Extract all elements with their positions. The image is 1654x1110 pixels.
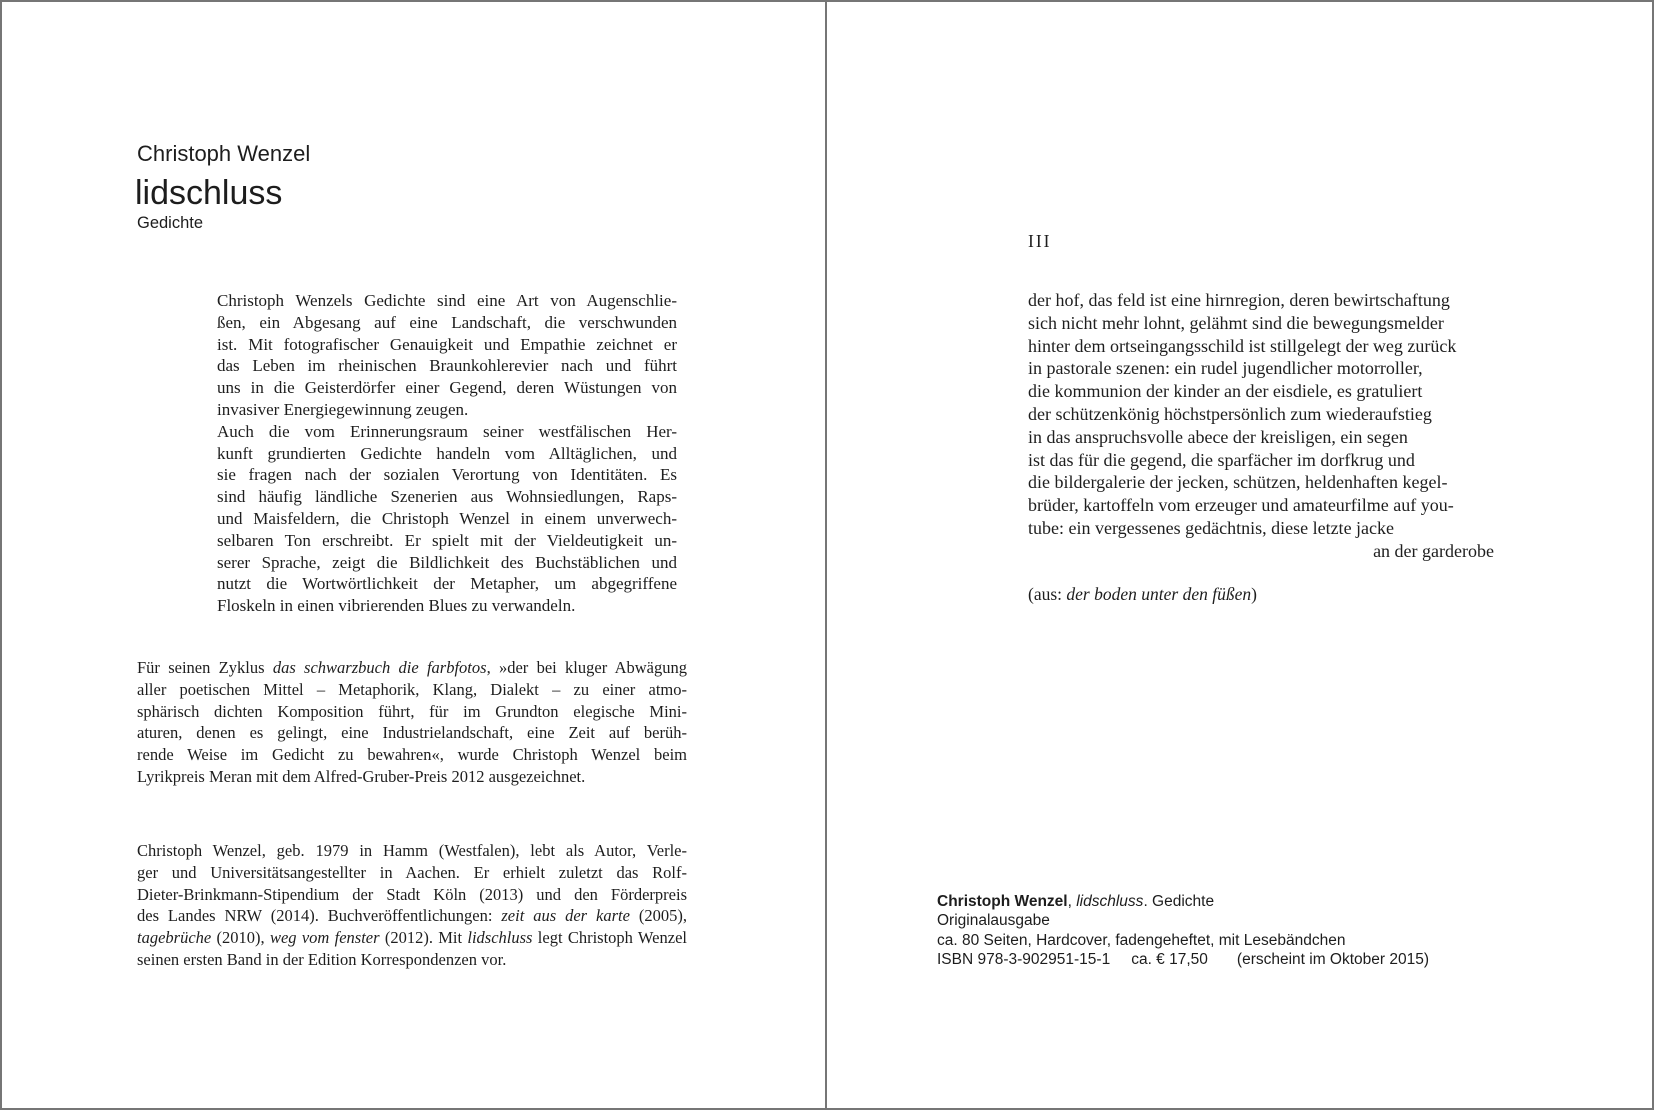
text-line: an der garderobe bbox=[1373, 540, 1494, 561]
text-line: serer Sprache, zeigt die Bildlichkeit des Buchstäblichen und bbox=[217, 552, 677, 572]
text-line: tube: ein vergessenes gedächtnis, diese letzte jacke bbox=[1028, 517, 1395, 538]
colophon-isbn-line bbox=[937, 950, 1429, 969]
colophon-title-line: Christoph Wenzel, lidschluss. Gedichte bbox=[937, 893, 1215, 910]
text-line: die bildergalerie der jecken, schützen, heldenhaften kegel- bbox=[1028, 472, 1448, 493]
poem bbox=[1028, 289, 1494, 563]
text-line: ger und Universitätsangestellter in Aachen. Er erhielt zuletzt das Rolf- bbox=[137, 862, 687, 882]
text-line: seinen ersten Band in der Edition Korrespondenzen vor. bbox=[137, 949, 507, 969]
text-line: hinter dem ortseingangsschild ist stillgelegt der weg zurück bbox=[1028, 335, 1457, 356]
page-divider bbox=[825, 0, 827, 1110]
colophon-format-line: ca. 80 Seiten, Hardcover, fadengeheftet, mit Lesebändchen bbox=[937, 931, 1346, 949]
colophon bbox=[937, 892, 1429, 969]
text-line: der hof, das feld ist eine hirnregion, deren bewirtschaftung bbox=[1028, 290, 1450, 310]
text-line: uns in die Geisterdörfer einer Gegend, deren Wüstungen von bbox=[217, 378, 677, 398]
text-line: ist das für die gegend, die sparfächer im dorfkrug und bbox=[1028, 449, 1415, 470]
text-line: aturen, denen es gelingt, eine Industrielandschaft, eine Zeit auf berüh- bbox=[137, 723, 687, 743]
release-date: (erscheint im Oktober 2015) bbox=[1236, 950, 1430, 968]
text-line: ßen, ein Abgesang auf eine Landschaft, die verschwunden bbox=[217, 312, 677, 332]
text-line: Für seinen Zyklus das schwarzbuch die farbfotos, »der bei kluger Abwägung bbox=[137, 658, 687, 677]
text-line: und Maisfeldern, die Christoph Wenzel in einem unverwech- bbox=[217, 508, 677, 528]
text-line: Christoph Wenzels Gedichte sind eine Art von Augenschlie- bbox=[217, 291, 677, 310]
text-line: selbaren Ton erschreibt. Er spielt mit der Vieldeutigkeit un- bbox=[217, 530, 677, 550]
poem-source bbox=[1028, 584, 1257, 604]
text-line: der schützenkönig höchstpersönlich zum wiederaufstieg bbox=[1028, 403, 1432, 424]
text-line: das Leben im rheinischen Braunkohlerevier nach und führt bbox=[217, 356, 677, 376]
text-line: Lyrikpreis Meran mit dem Alfred-Gruber-Preis 2012 ausgezeichnet. bbox=[137, 766, 586, 786]
text-line: sich nicht mehr lohnt, gelähmt sind die bewegungsmelder bbox=[1028, 312, 1444, 333]
blurb-paragraph bbox=[217, 290, 677, 617]
text-line: invasiver Energiegewinnung zeugen. bbox=[217, 399, 469, 419]
text-line: nutzt die Wortwörtlichkeit der Metapher, um abgegriffene bbox=[217, 574, 677, 594]
text-line: sphärisch dichten Komposition führt, für im Grundton elegische Mini- bbox=[137, 701, 687, 721]
text-line: die kommunion der kinder an der eisdiele, es gratuliert bbox=[1028, 381, 1423, 402]
text-line: Floskeln in einen vibrierenden Blues zu verwandeln. bbox=[217, 596, 576, 616]
text-line: in pastorale szenen: ein rudel jugendlicher motorroller, bbox=[1028, 358, 1423, 379]
book-author: Christoph Wenzel bbox=[137, 141, 311, 166]
text-line: aller poetischen Mittel – Metaphorik, Klang, Dialekt – zu einer atmo- bbox=[137, 679, 687, 699]
text-line: tagebrüche (2010), weg vom fenster (2012). Mit lidschluss legt Christoph Wenzel bbox=[137, 928, 687, 948]
text-line: des Landes NRW (2014). Buchveröffentlichungen: zeit aus der karte (2005), bbox=[137, 906, 687, 926]
text-line: kunft grundierten Gedichte handeln vom Alltäglichen, und bbox=[217, 443, 677, 463]
book-title: lidschluss bbox=[135, 174, 283, 212]
text-line: ist. Mit fotografischer Genauigkeit und Empathie zeichnet er bbox=[217, 334, 677, 354]
book-genre: Gedichte bbox=[137, 214, 204, 232]
text-line: in das anspruchsvolle abece der kreisligen, ein segen bbox=[1028, 426, 1408, 447]
text-line: sind häufig ländliche Szenerien aus Wohnsiedlungen, Raps- bbox=[217, 487, 677, 507]
poem-source-title: der boden unter den füßen bbox=[1066, 584, 1252, 604]
poem-source-suffix: ) bbox=[1251, 584, 1257, 604]
poem-section-number: III bbox=[1028, 231, 1052, 251]
text-line: Christoph Wenzel, geb. 1979 in Hamm (Westfalen), lebt als Autor, Verle- bbox=[137, 841, 687, 860]
isbn-number: ISBN 978-3-902951-15-1 bbox=[937, 950, 1111, 968]
text-line: Dieter-Brinkmann-Stipendium der Stadt Köln (2013) und den Förderpreis bbox=[137, 884, 687, 904]
text-line: Auch die vom Erinnerungsraum seiner westfälischen Her- bbox=[217, 421, 677, 441]
poem-source-prefix: (aus: bbox=[1028, 584, 1067, 604]
price: ca. € 17,50 bbox=[1131, 950, 1208, 968]
bio-paragraph bbox=[137, 840, 687, 971]
text-line: brüder, kartoffeln vom erzeuger und amateurfilme auf you- bbox=[1028, 495, 1454, 516]
text-line: sie fragen nach der sozialen Verortung von Identitäten. Es bbox=[217, 465, 677, 485]
colophon-edition-line: Originalausgabe bbox=[937, 912, 1050, 930]
award-paragraph bbox=[137, 657, 687, 788]
text-line: rende Weise im Gedicht zu bewahren«, wurde Christoph Wenzel beim bbox=[137, 745, 687, 765]
